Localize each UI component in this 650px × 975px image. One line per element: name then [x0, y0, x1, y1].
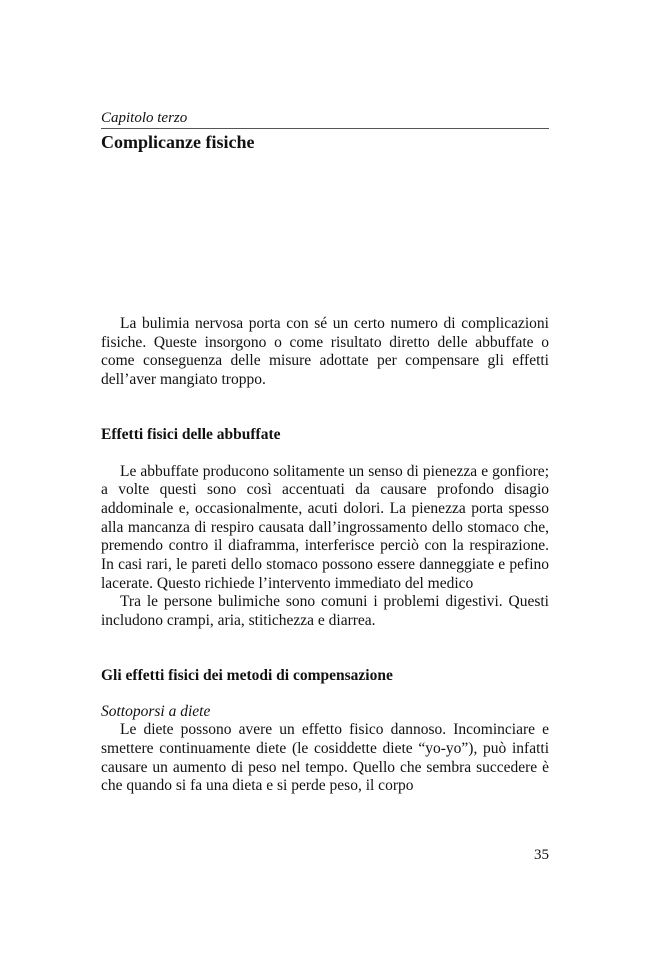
binge-effects-paragraph-1: Le abbuffate producono solitamente un senso di pienezza e gonfiore; a volte questi sono così accentuati da causare profondo disagio addominale e, occasionalmente, acuti dolori. La pienezza porta spesso alla mancanza di respiro causata dall’ingrossamento dello stomaco che, premendo contro il diaframma, interferisce perciò con la respirazione. In casi rari, le pareti dello stomaco possono essere danneggiate e pefino lacerate. Questo richiede l’intervento immediato del medico [101, 462, 549, 592]
intro-paragraph: La bulimia nervosa porta con sé un certo numero di complicazioni fisiche. Queste insorgono o come risultato diretto delle abbuffate o come conseguenza delle misure adottate per compensare gli effetti dell’aver mangiato troppo. [101, 315, 549, 389]
section-heading-compensation-effects: Gli effetti fisici dei metodi di compensazione [101, 666, 393, 684]
diets-paragraph: Le diete possono avere un effetto fisico dannoso. Incominciare e smettere continuamente diete (le cosiddette diete “yo-yo”), può infatti causare un aumento di peso nel tempo. Quello che sembra succedere è che quando si fa una dieta e si perde peso, il corpo [101, 721, 549, 795]
page-body [101, 315, 549, 796]
section-heading-binge-effects: Effetti fisici delle abbuffate [101, 425, 281, 443]
page-number: 35 [534, 847, 549, 863]
chapter-label: Capitolo terzo [101, 110, 188, 126]
chapter-title: Complicanze fisiche [101, 132, 255, 152]
binge-effects-paragraph-2: Tra le persone bulimiche sono comuni i problemi digestivi. Questi includono crampi, aria, stitichezza e diarrea. [101, 593, 549, 630]
chapter-divider [101, 128, 549, 129]
subsection-heading-diets: Sottoporsi a diete [101, 702, 211, 720]
